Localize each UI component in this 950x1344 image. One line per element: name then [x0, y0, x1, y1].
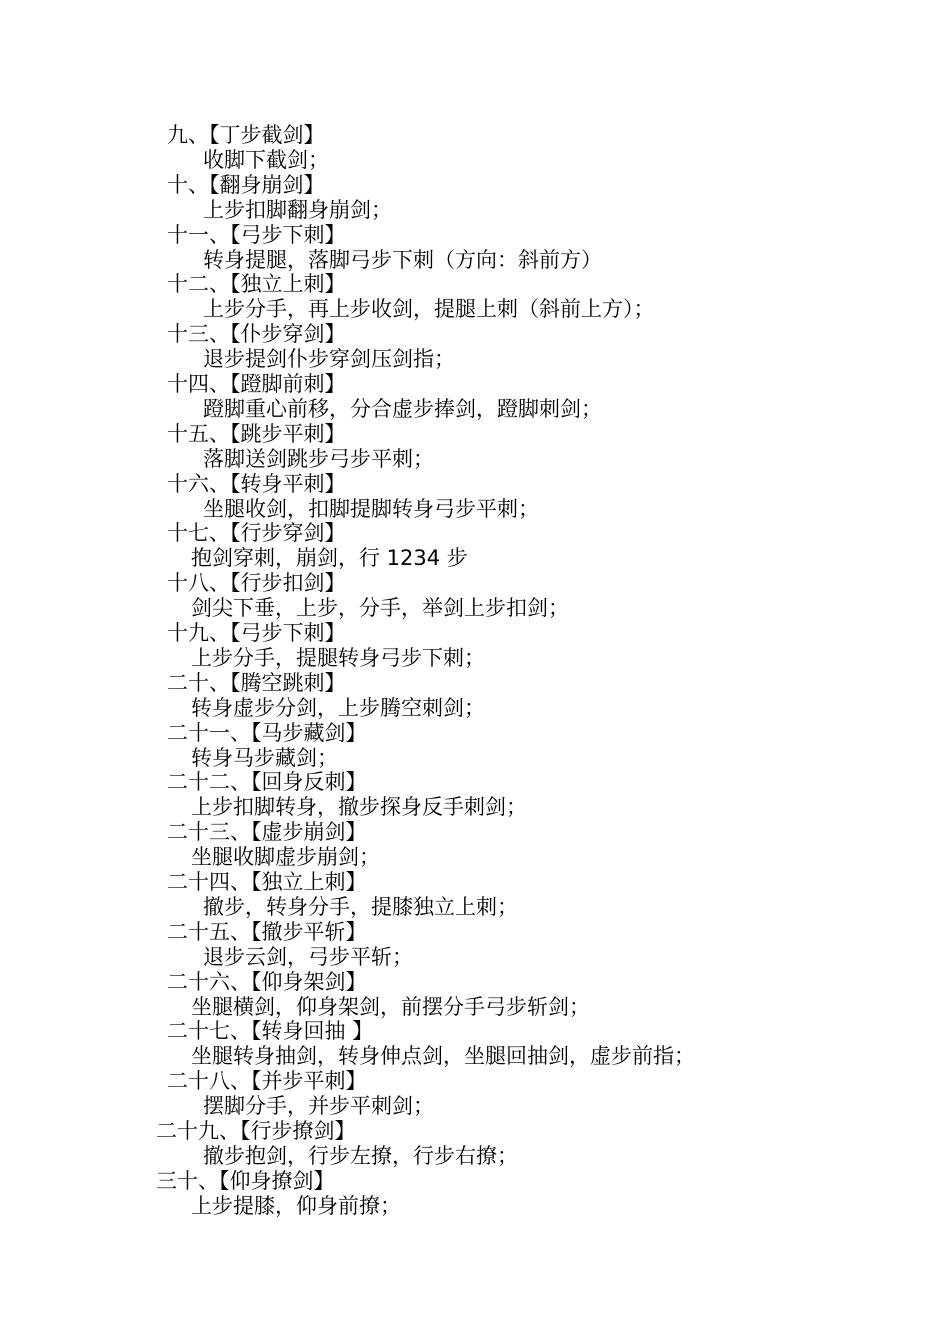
section-title: 二十八、【并步平刺】 [167, 1069, 367, 1094]
section-description: 转身马步藏剑； [191, 745, 338, 770]
section-title: 十三、【仆步穿剑】 [167, 322, 346, 347]
section-title: 十九、【弓步下刺】 [167, 621, 346, 645]
section-title: 十八、【行步扣剑】 [167, 571, 346, 596]
section-title: 二十九、【行步撩剑】 [156, 1119, 356, 1143]
section-title: 十五、【跳步平刺】 [167, 421, 346, 446]
section-description: 上步提膝，仰身前撩； [191, 1193, 401, 1218]
section-description: 蹬脚重心前移，分合虚步捧剑，蹬脚刺剑； [203, 396, 602, 421]
section-description: 撤步抱剑，行步左撩，行步右撩； [203, 1143, 518, 1168]
section-title: 二十一、【马步藏剑】 [167, 720, 367, 745]
section-description: 抱剑穿刺，崩剑，行 1234 步 [191, 546, 468, 571]
section-title: 十四、【蹬脚前刺】 [167, 372, 346, 396]
section-description: 上步扣脚翻身崩剑； [203, 197, 392, 222]
section-description: 撤步，转身分手，提膝独立上刺； [203, 894, 518, 919]
section-title: 十六、【转身平刺】 [167, 471, 346, 496]
section-title: 十一、【弓步下刺】 [167, 222, 346, 247]
section-description: 转身提腿，落脚弓步下刺（方向：斜前方） [203, 247, 602, 272]
section-description: 上步扣脚转身，撤步探身反手刺剑； [191, 795, 527, 820]
section-title: 十七、【行步穿剑】 [167, 521, 346, 546]
section-description: 落脚送剑跳步弓步平刺； [203, 446, 434, 471]
section-title: 二十七、【转身回抽 】 [167, 1019, 374, 1044]
section-title: 二十三、【虚步崩剑】 [167, 820, 367, 845]
section-title: 十二、【独立上刺】 [167, 272, 346, 297]
section-description: 转身虚步分剑，上步腾空刺剑； [191, 695, 485, 720]
section-description: 摆脚分手，并步平刺剑； [203, 1094, 434, 1119]
section-title: 二十四、【独立上刺】 [167, 870, 367, 894]
section-description: 退步云剑，弓步平斩； [203, 944, 413, 969]
section-description: 坐腿横剑，仰身架剑，前摆分手弓步斩剑； [191, 994, 590, 1019]
section-title: 二十、【腾空跳刺】 [167, 670, 346, 695]
section-description: 坐腿转身抽剑，转身伸点剑，坐腿回抽剑，虚步前指； [191, 1044, 695, 1069]
section-description: 上步分手，提腿转身弓步下刺； [191, 645, 485, 670]
section-title: 二十二、【回身反刺】 [167, 770, 367, 795]
section-title: 三十、【仰身撩剑】 [156, 1168, 335, 1193]
section-description: 上步分手，再上步收剑，提腿上刺（斜前上方）； [203, 297, 655, 322]
section-description: 坐腿收脚虚步崩剑； [191, 845, 380, 870]
section-description: 剑尖下垂，上步，分手，举剑上步扣剑； [191, 596, 569, 621]
section-title: 九、【丁步截剑】 [167, 123, 325, 147]
section-description: 坐腿收剑，扣脚提脚转身弓步平刺； [203, 496, 539, 521]
section-title: 二十五、【撤步平斩】 [167, 919, 367, 944]
section-description: 退步提剑仆步穿剑压剑指； [203, 347, 455, 372]
section-title: 二十六、【仰身架剑】 [167, 969, 367, 994]
section-description: 收脚下截剑； [203, 147, 329, 172]
section-title: 十、【翻身崩剑】 [167, 172, 325, 197]
